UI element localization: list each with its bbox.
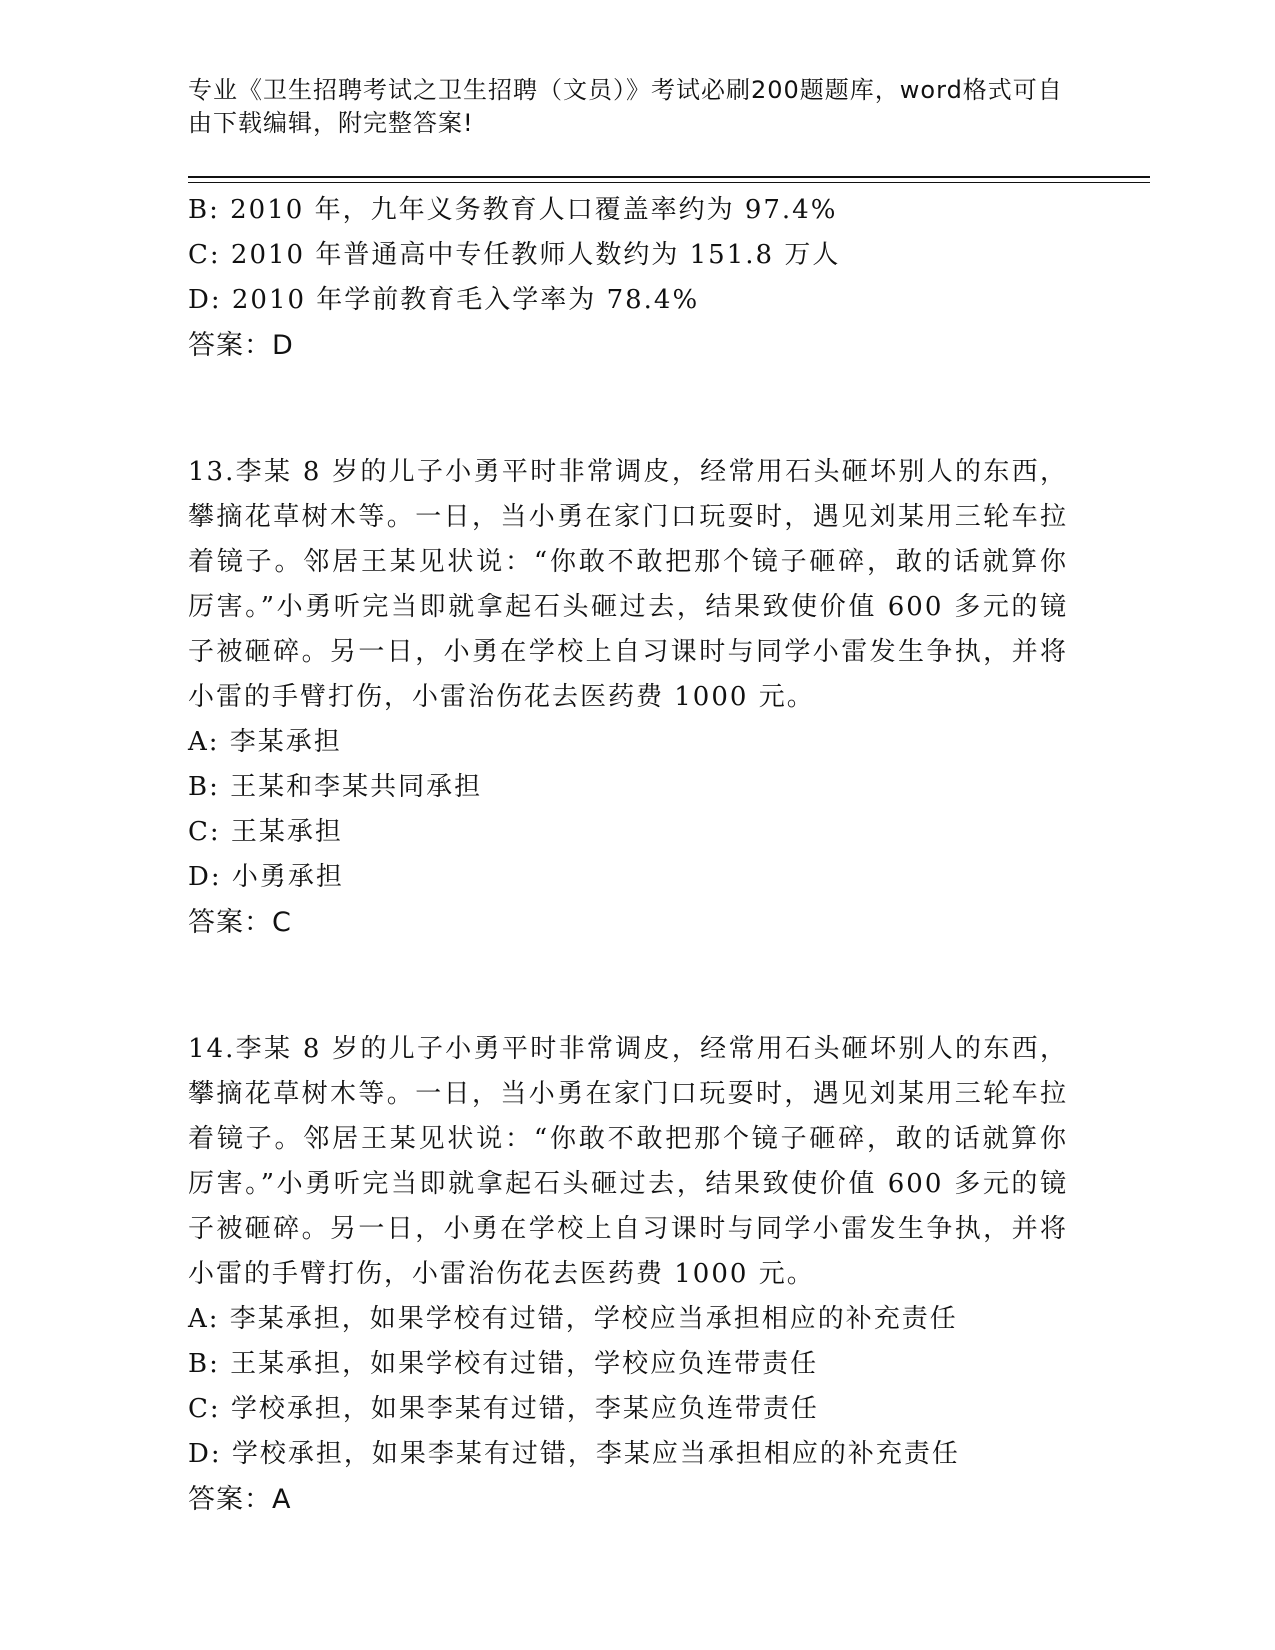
option-c: C: 学校承担，如果李某有过错，李某应负连带责任 xyxy=(188,1394,819,1424)
option-d: D: 2010 年学前教育毛入学率为 78.4% xyxy=(188,285,700,315)
answer-line: 答案：A xyxy=(188,1484,292,1515)
answer-line: 答案：C xyxy=(188,907,292,938)
question-text: 13.李某 8 岁的儿子小勇平时非常调皮，经常用石头砸坏别人的东西，攀摘花草树木等。一日，当小勇在家门口玩耍时，遇见刘某用三轮车拉着镜子。邻居王某见状说：“你敢不敢把那个镜子砸碎，敢的话就算你厉害。”小勇听完当即就拿起石头砸过去，结果致使价值 600 多元的镜子被砸碎。另一日，小勇在学校上自习课时与同学小雷发生争执，并将小雷的手臂打伤，小雷治伤花去医药费 1000 元。 xyxy=(188,457,1068,712)
question-13 xyxy=(188,450,1068,945)
spacer xyxy=(188,945,1068,1027)
option-b: B: 2010 年，九年义务教育人口覆盖率约为 97.4% xyxy=(188,195,838,225)
option-b: B: 王某和李某共同承担 xyxy=(188,772,483,802)
option-d: D: 小勇承担 xyxy=(188,862,344,892)
option-c: C: 王某承担 xyxy=(188,817,343,847)
option-b: B: 王某承担，如果学校有过错，学校应负连带责任 xyxy=(188,1349,819,1379)
option-d: D: 学校承担，如果李某有过错，李某应当承担相应的补充责任 xyxy=(188,1439,960,1469)
question-text: 14.李某 8 岁的儿子小勇平时非常调皮，经常用石头砸坏别人的东西，攀摘花草树木等。一日，当小勇在家门口玩耍时，遇见刘某用三轮车拉着镜子。邻居王某见状说：“你敢不敢把那个镜子砸碎，敢的话就算你厉害。”小勇听完当即就拿起石头砸过去，结果致使价值 600 多元的镜子被砸碎。另一日，小勇在学校上自习课时与同学小雷发生争执，并将小雷的手臂打伤，小雷治伤花去医药费 1000 元。 xyxy=(188,1034,1068,1289)
answer-line: 答案：D xyxy=(188,330,294,361)
spacer xyxy=(188,368,1068,450)
option-a: A: 李某承担 xyxy=(188,727,342,757)
previous-question-tail xyxy=(188,188,1068,368)
option-c: C: 2010 年普通高中专任教师人数约为 151.8 万人 xyxy=(188,240,841,270)
header-divider-thin xyxy=(188,182,1150,183)
document-body xyxy=(188,188,1068,1522)
header-divider-thick xyxy=(188,176,1150,178)
question-14 xyxy=(188,1027,1068,1522)
option-a: A: 李某承担，如果学校有过错，学校应当承担相应的补充责任 xyxy=(188,1304,958,1334)
page-header: 专业《卫生招聘考试之卫生招聘（文员）》考试必刷200题题库，word格式可自由下载编辑，附完整答案! xyxy=(188,76,1063,137)
